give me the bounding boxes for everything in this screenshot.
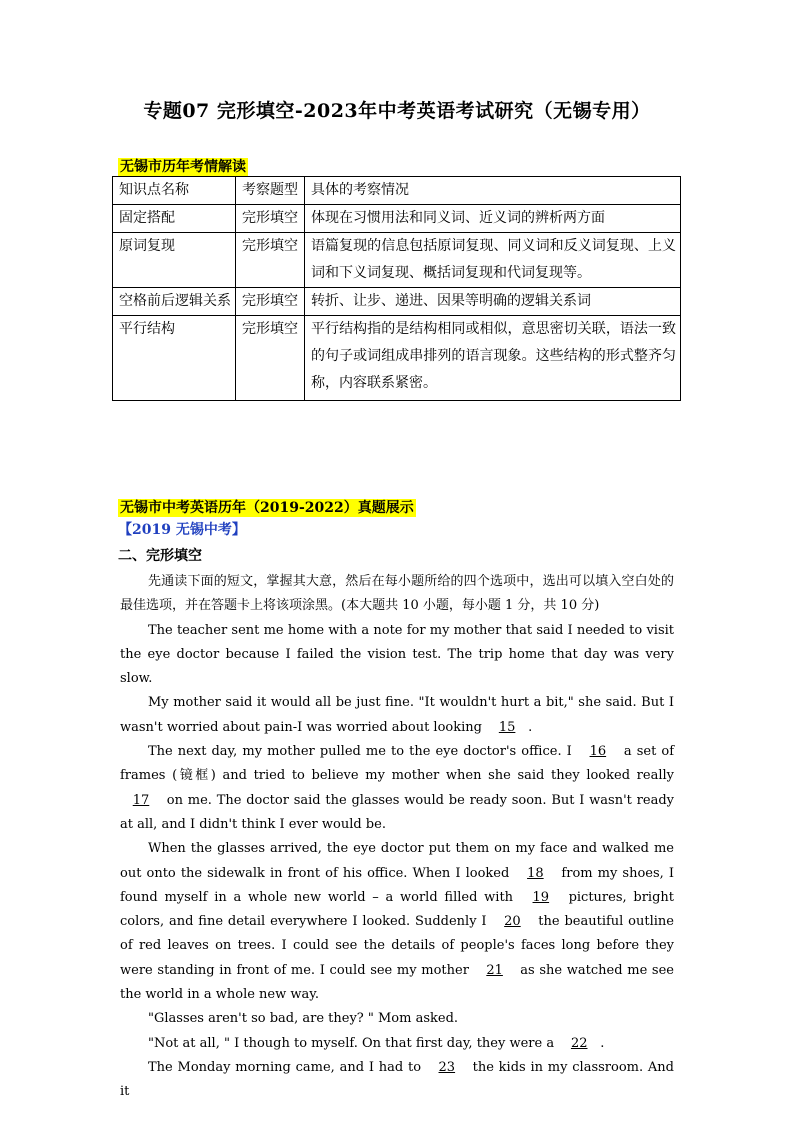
table-row: [113, 316, 681, 401]
table-cell: 完形填空: [236, 205, 305, 233]
answer-blank: 23: [438, 1059, 456, 1075]
answer-blank: 20: [504, 914, 521, 930]
table-cell: 固定搭配: [113, 205, 236, 233]
answer-blank: 18: [527, 865, 544, 881]
table-header-cell: 具体的考察情况: [305, 177, 681, 205]
answer-blank: 22: [570, 1035, 588, 1051]
answer-blank: 21: [486, 962, 503, 978]
table-cell: 完形填空: [236, 288, 305, 316]
table-row: [113, 233, 681, 288]
table-cell: 平行结构指的是结构相同或相似，意思密切关联，语法一致的句子或词组成串排列的语言现象。这些结构的形式整齐匀称，内容联系紧密。: [305, 316, 681, 401]
passage-paragraph: The Monday morning came, and I had to 23 the kids in my classroom. And it: [120, 1056, 674, 1105]
table-header-row: [113, 177, 681, 205]
passage-paragraph: "Not at all, " I though to myself. On that first day, they were a 22 .: [120, 1032, 674, 1056]
table-cell: 原词复现: [113, 233, 236, 288]
table-cell: 转折、让步、递进、因果等明确的逻辑关系词: [305, 288, 681, 316]
answer-blank: 17: [132, 792, 150, 808]
table-cell: 完形填空: [236, 233, 305, 288]
page-title: 专题07 完形填空-2023年中考英语考试研究（无锡专用）: [143, 100, 651, 122]
section-heading-past-exams: 无锡市中考英语历年（2019-2022）真题展示: [120, 500, 414, 516]
table-cell: 体现在习惯用法和同义词、近义词的辨析两方面: [305, 205, 681, 233]
exam-analysis-table: [112, 176, 681, 401]
table-header-cell: 知识点名称: [113, 177, 236, 205]
year-label: 【2019 无锡中考】: [118, 522, 246, 538]
table-cell: 语篇复现的信息包括原词复现、同义词和反义词复现、上义词和下义词复现、概括词复现和代词复现等。: [305, 233, 681, 288]
question-section-title: 二、完形填空: [118, 548, 202, 564]
instructions: 先通读下面的短文，掌握其大意，然后在每小题所给的四个选项中，选出可以填入空白处的最佳选项，并在答题卡上将该项涂黑。(本大题共 10 小题，每小题 1 分，共 10 分): [120, 574, 674, 614]
table-row: [113, 205, 681, 233]
table-header-cell: 考察题型: [236, 177, 305, 205]
section-heading-exam-analysis: 无锡市历年考情解读: [120, 159, 246, 175]
passage-paragraph: My mother said it would all be just fine. "It wouldn't hurt a bit," she said. But I wasn't worried about pain-I was worried about looking 15 .: [120, 691, 674, 740]
passage-paragraph: The teacher sent me home with a note for my mother that said I needed to visit the eye doctor because I failed the vision test. The trip home that day was very slow.: [120, 622, 674, 687]
answer-blank: 16: [589, 744, 607, 760]
passage-paragraph: "Glasses aren't so bad, are they? " Mom asked.: [148, 1011, 459, 1027]
table-cell: 空格前后逻辑关系: [113, 288, 236, 316]
passage: [120, 570, 674, 1105]
answer-blank: 19: [532, 889, 550, 905]
passage-paragraph: The next day, my mother pulled me to the eye doctor's office. I 16 a set of frames (镜框) and tried to believe my mother when she said they looked really 17 on me. The doctor said the glasses would be ready soon. But I wasn't ready at all, and I didn't think I ever would be.: [120, 740, 674, 837]
answer-blank: 15: [498, 719, 516, 735]
table-row: [113, 288, 681, 316]
table-cell: 完形填空: [236, 316, 305, 401]
table-cell: 平行结构: [113, 316, 236, 401]
passage-paragraph: When the glasses arrived, the eye doctor put them on my face and walked me out onto the sidewalk in front of his office. When I looked 18 from my shoes, I found myself in a whole new world – a world filled with 19 pictures, bright colors, and fine detail everywhere I looked. Suddenly I 20 the beautiful outline of red leaves on trees. I could see the details of people's faces long before they were standing in front of me. I could see my mother 21 as she watched me see the world in a whole new way.: [120, 841, 674, 1003]
